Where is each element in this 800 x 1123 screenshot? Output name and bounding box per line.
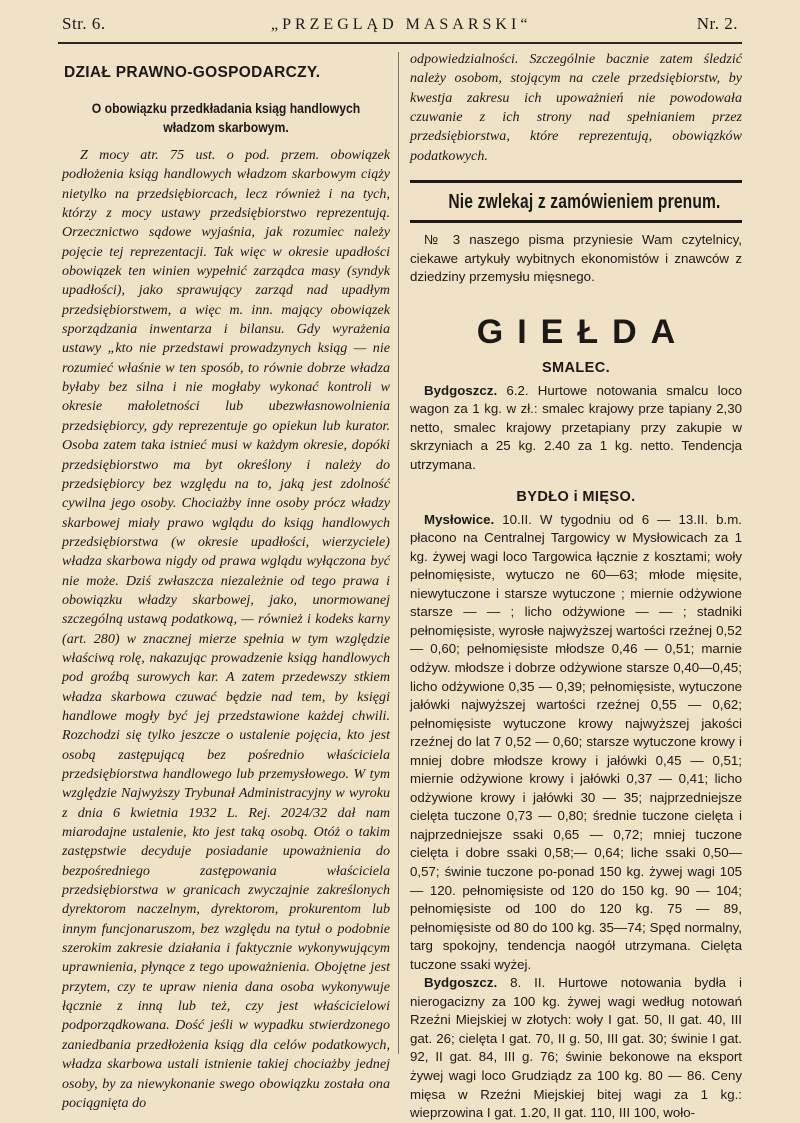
cattle-meat-heading: BYDŁO i MIĘSO. bbox=[516, 488, 636, 505]
right-column bbox=[410, 48, 742, 1121]
page-number: Str. 6. bbox=[62, 14, 106, 33]
myslowice-text: 10.II. W tygodniu od 6 — 13.II. b.m. płacono na Centralnej Targowicy w Mysłowicach za 1 kg. żywej wagi loco Targowica łącznie z kosztami; woły pełnomięsiste, wytuczo ne 60—63; młode mięsite, niewytuczone i starsze wytuczone ; miernie odżywione starsze — — ; licho odżywione — — ; stadniki pełnomięsiste, wyrosłe najwyższej wartości rzeźnej 0,52 — 0,60; pełnomięsiste młodsze 0,46 — 0,51; marnie odżyw. młodsze i dobrze odżywione starsze 0,40—0,45; licho odżywione 0,35 — 0,39; pełnomięsiste, wytuczone jałówki najwyższej wartości rzeźnej 0,55 — 0,62; pełnomięsiste wytuczone krowy najwyższej jakości rzeźnej do lat 7 0,52 — 0,60; starsze wytuczone krowy i mniej dobre młodsze krowy i jałówki 0,45 — 0,51; miernie odżywione krowy i jałówki 0,37 — 0,41; licho odżywione krowy i jałówki 30 — 35; najprzedniejsze cielęta tuczone 0,73 — 0,80; średnie tuczone cielęta i najprzedniejsze ssaki 0,65 — 0,72; mniej tuczone cielęta i dobre ssaki 0,58;— 0,64; liche ssaki 0,50—0,57; świnie tuczone po-ponad 150 kg. żywej wagi 105 — 120. pełnomięsiste od 120 do 150 kg. 90 — 104; pełnomięsiste od 100 do 120 kg. 75 — 89, pełnomięsiste od 80 do 100 kg. 35—74; Spęd normalny, targ spokojny, tendencja naogół utrzymana. Cielęta tuczone ssaki wyżej. bbox=[410, 511, 742, 972]
column-divider bbox=[398, 52, 399, 1054]
bydgoszcz-cattle-city: Bydgoszcz. bbox=[424, 975, 498, 991]
lard-city: Bydgoszcz. bbox=[424, 382, 498, 398]
myslowice-report bbox=[410, 511, 742, 975]
myslowice-city: Mysłowice. bbox=[424, 511, 495, 527]
exchange-heading: GIEŁDA bbox=[476, 312, 690, 351]
issue-number: Nr. 2. bbox=[696, 14, 738, 33]
journal-title: „PRZEGLĄD MASARSKI“ bbox=[270, 16, 532, 33]
promo-note: № 3 naszego pisma przyniesie Wam czytelnicy, ciekawe artykuły wybitnych ekonomistów i znawców z dziedziny przemysłu mięsnego. bbox=[410, 232, 742, 285]
article-title: O obowiązku przedkładania ksiąg handlowych władzom skarbowym. bbox=[91, 101, 361, 136]
running-header bbox=[62, 14, 738, 34]
header-rule bbox=[58, 42, 742, 44]
section-title: DZIAŁ PRAWNO-GOSPODARCZY. bbox=[64, 64, 321, 81]
bydgoszcz-cattle-report bbox=[410, 974, 742, 1122]
article-continuation: odpowiedzialności. Szczególnie bacznie zatem śledzić należy osobom, stojącym na czele przedsiębiorstw, by kwestja zakresu ich upoważnień nie powodowała czuwanie z ich strony nad spełnianiem przez przedsiębiorstwa, które reprezentują, obowiązków podatkowych. bbox=[410, 51, 742, 164]
subscription-banner bbox=[410, 180, 742, 223]
lard-heading: SMALEC. bbox=[541, 359, 611, 376]
lard-report bbox=[410, 382, 742, 475]
article-body: Z mocy atr. 75 ust. o pod. przem. obowiązek podłożenia ksiąg handlowych władzom skarbowym ciąży nietylko na przedsiębiorcach, lecz również i na tych, którzy z mocy ustawy przedsiębiorstwo reprezentują. Orzecznictwo sądowe wyjaśnia, jak rozumiec należy pojęcie tej reprezentacji. Tak więc w okresie upadłości obowiązek ten winien wypełnić zarządca masy (syndyk upadłości), jako sprawujący zarząd nad upadłym przedsiębiorstwem, a więc m. inn. mający obowiązek sporządzania inwentarza i bilansu. Gdy wyrażenia ustawy „kto nie przedstawi prowadzynych ksiąg — nie rozumieć właśnie w ten sposób, to równie dobrze władza byłaby bez silna i nie mogłaby wykonać kontroli w okresie małoletności lub ubezwłasnowolnienia przedsiębiorcy, gdy reprezentuje go opiekun lub kurator. Osoba zatem taka istnieć musi w każdym okresie, dopóki przedsiębiorstwo ma byt określony i należy do przedsiębiorcy bez względu na to, jaką jest zdolność cywilna jego osoby. Chociażby inne osoby prócz władzy skarbowej miały prawo wglądu do ksiąg handlowych przedsiębiorstwa (w okresie upadłości, wierzyciele) władza skarbowa nigdy od prawa wglądu wyłączona być nie może. Dziś zwłaszcza niezależnie od tego prawa i obowiązku władzy skarbowej, jako, unormowanej szczególną ustawą podatkową, — również i kodeks karny (art. 280) w znacznej mierze spełnia w tym względzie właściwą rolę, nakazując prowadzenie ksiąg handlowych pod groźbą surowych kar. A zatem przedewszy stkiem władza skarbowa czuwać będzie nad tem, by księgi handlowe mogły być jej przedstawione każdej chwili. Rozchodzi się tylko jeszcze o ustalenie pojęcia, kto jest osobą zastępującą bez pośrednio właściciela przedsiębiorstwa handlowego lub przemysłowego. W tym względzie Najwyższy Trybunał Administracyjny w wyroku z dnia 6 kwietnia 1932 L. Rej. 2024/32 dał nam miarodajne ustalenie, kto jest taką osobą. Otóż o takim zastępstwie decyduje posiadanie upoważnienia do bezpośredniego zastępowania właściciela przedsiębiorstwa w granicach zwyczajnie zakreślonych dyrektorom naczelnym, dyrektorom, prokurentom lub innym funcjonaruszom, bez względu na tytuł o podobnie szerokim zakresie działania i faktycznie wykonywującym uprawnienia, płynące z tego upoważnienia. Obojętne jest przytem, czy te upraw nienia dana osoba wykonywuje łącznie z inną lub też, czy jest właścicielowi podporządkowana. Dość jeśli w wypadku stwierdzonego zaniedbania przedłożenia ksiąg dla celów podatkowych, władza skarbowa ustali istnienie takiej chociażby jednej osoby, by za niewykonanie swego obowiązku została ona pociągnięta do bbox=[62, 147, 390, 1111]
lard-text: 6.2. Hurtowe notowania smalcu loco wagon za 1 kg. w zł.: smalec krajowy prze tapiany 2,30 netto, smalec krajowy przetapiany przy zakupie w skrzyniach a 25 kg. 2.40 za 1 kg. netto. Tendencja utrzymana. bbox=[410, 382, 742, 473]
banner-text: Nie zwlekaj z zamówieniem prenum. bbox=[448, 191, 721, 214]
left-column bbox=[62, 48, 390, 1111]
bydgoszcz-cattle-text: 8. II. Hurtowe notowania bydła i nierogacizny za 100 kg. żywej wagi według notowań Rzeźni Miejskiej w złotych: woły I gat. 50, II gat. 40, III gat. 26; cielęta I gat. 70, II g. 50, III gat. 30; świnie I gat. 92, II gat. 84, III g. 76; świnie bekonowe na eksport żywej wagi loco Grudziądz za 100 kg. 80 — 86. Ceny mięsa w Rzeźni Miejskiej bitej wagi za 1 kg.: wieprzowina I gat. 1.20, II gat. 110, III 100, woło- bbox=[410, 975, 742, 1121]
